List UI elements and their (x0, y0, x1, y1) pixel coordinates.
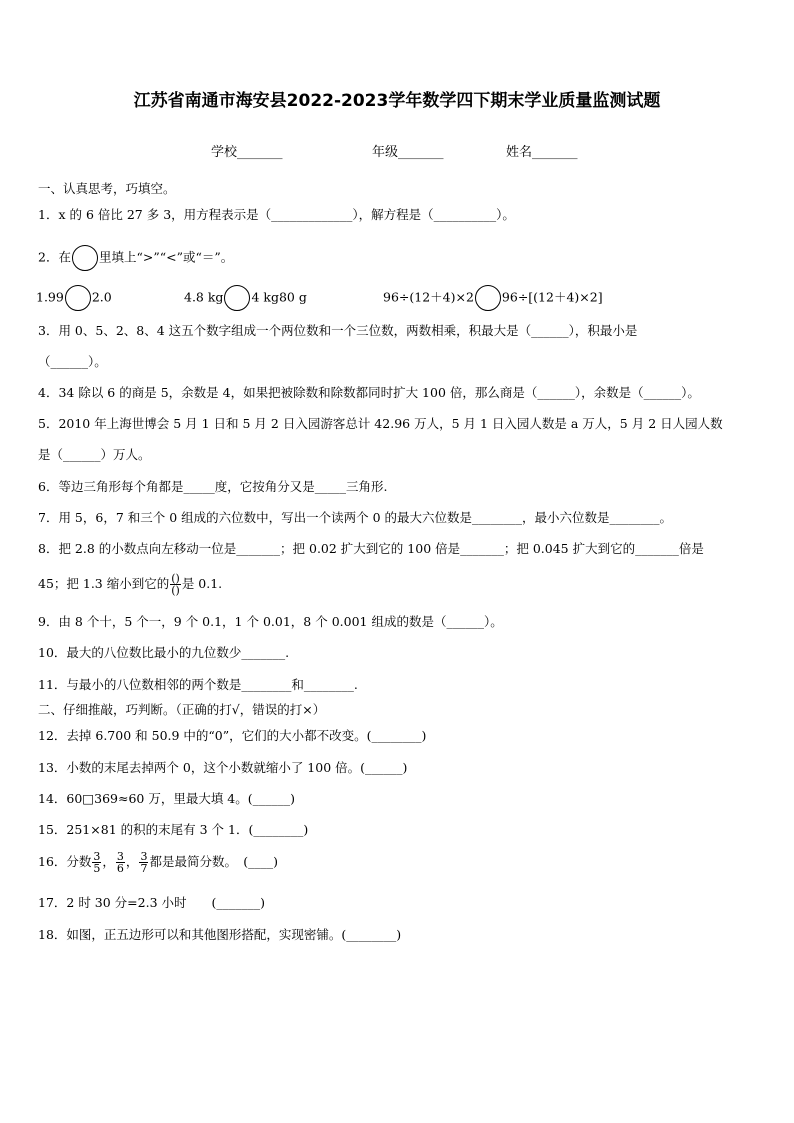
grade-label: 年级 (372, 145, 399, 160)
question-5-line-1: 5．2010 年上海世博会 5 月 1 日和 5 月 2 日入园游客总计 42.96 万人，5 月 1 日入园人数是 a 万人，5 月 2 日人园人数 (38, 416, 723, 431)
question-12: 12．去掉 6.700 和 50.9 中的“0”，它们的大小都不改变。(________) (38, 728, 427, 743)
question-8-text-a: 45；把 1.3 缩小到它的 (38, 576, 170, 591)
section-1-heading: 一、认真思考，巧填空。 (38, 181, 176, 196)
fraction-3-7 (139, 851, 148, 874)
name-field (506, 141, 578, 160)
question-2 (38, 245, 233, 271)
compare-a-circle (65, 285, 91, 311)
name-blank: _______ (532, 145, 578, 160)
question-11: 11．与最小的八位数相邻的两个数是________和________. (38, 677, 358, 692)
compare-row-c (383, 285, 603, 311)
separator: ， (125, 854, 139, 869)
question-5-line-2: 是（______）万人。 (38, 447, 151, 462)
fraction-blank (170, 573, 181, 596)
fraction-numerator: 3 (140, 850, 148, 863)
question-9: 9．由 8 个十，5 个一，9 个 0.1，1 个 0.01，8 个 0.001 组成的数是（______）。 (38, 614, 503, 629)
question-3-line-1: 3．用 0、5、2、8、4 这五个数字组成一个两位数和一个三位数，两数相乘，积最大是（______），积最小是 (38, 323, 638, 338)
compare-b-circle (224, 285, 250, 311)
question-8-text-b: 是 0.1. (181, 576, 223, 591)
question-13: 13．小数的末尾去掉两个 0，这个小数就缩小了 100 倍。(______) (38, 760, 408, 775)
fraction-3-5 (92, 851, 101, 874)
fraction-numerator: () (171, 572, 180, 585)
fraction-denominator: () (171, 584, 180, 597)
question-18: 18．如图，正五边形可以和其他图形搭配，实现密铺。(________) (38, 927, 402, 942)
compare-a-right: 2.0 (91, 289, 112, 305)
question-7: 7．用 5，6，7 和三个 0 组成的六位数中，写出一个读两个 0 的最大六位数是________，最小六位数是________。 (38, 510, 673, 525)
school-field (211, 141, 283, 160)
compare-c-left: 96÷(12＋4)×2 (383, 289, 474, 305)
name-label: 姓名 (506, 145, 533, 160)
question-8-line-2 (38, 573, 222, 596)
question-4: 4．34 除以 6 的商是 5，余数是 4，如果把被除数和除数都同时扩大 100 倍，那么商是（______），余数是（______）。 (38, 385, 700, 400)
grade-blank: _______ (398, 145, 444, 160)
question-3-line-2: （______）。 (38, 354, 107, 369)
compare-c-circle (475, 285, 501, 311)
grade-field (372, 141, 444, 160)
question-1: 1．x 的 6 倍比 27 多 3，用方程表示是（_____________），解方程是（__________）。 (38, 207, 515, 222)
question-16-text-a: 16．分数 (38, 854, 92, 869)
compare-a-left: 1.99 (36, 289, 64, 305)
fraction-numerator: 3 (116, 850, 124, 863)
page-title: 江苏省南通市海安县2022-2023学年数学四下期末学业质量监测试题 (133, 91, 661, 111)
fraction-denominator: 7 (140, 862, 148, 875)
answer-circle (72, 245, 98, 271)
separator: ， (102, 854, 115, 869)
fraction-denominator: 5 (93, 862, 101, 875)
question-2-text-b: 里填上“>”“<”或“＝”。 (98, 249, 234, 265)
compare-b-left: 4.8 kg (184, 289, 224, 305)
question-15: 15．251×81 的积的末尾有 3 个 1．(________) (38, 822, 309, 837)
compare-row-b (184, 285, 307, 311)
question-2-text-a: 2．在 (38, 249, 71, 265)
question-16-text-b: 都是最简分数。 (____) (149, 854, 278, 869)
question-16 (38, 851, 278, 874)
question-14: 14．60□369≈60 万，里最大填 4。(______) (38, 791, 296, 806)
fraction-3-6 (116, 851, 125, 874)
question-10: 10．最大的八位数比最小的九位数少_______. (38, 645, 290, 660)
question-8-line-1: 8．把 2.8 的小数点向左移动一位是_______；把 0.02 扩大到它的 100 倍是_______；把 0.045 扩大到它的_______倍是 (38, 541, 704, 556)
compare-b-right: 4 kg80 g (251, 289, 307, 305)
compare-row-a (36, 285, 112, 311)
fraction-numerator: 3 (93, 850, 101, 863)
question-6: 6．等边三角形每个角都是_____度，它按角分又是_____三角形. (38, 479, 388, 494)
compare-c-right: 96÷[(12＋4)×2] (501, 289, 603, 305)
school-blank: _______ (237, 145, 283, 160)
section-2-heading: 二、仔细推敲，巧判断。（正确的打√，错误的打×） (38, 702, 326, 717)
school-label: 学校 (211, 145, 238, 160)
fraction-denominator: 6 (116, 862, 124, 875)
question-17: 17．2 时 30 分=2.3 小时 (_______) (38, 895, 266, 910)
